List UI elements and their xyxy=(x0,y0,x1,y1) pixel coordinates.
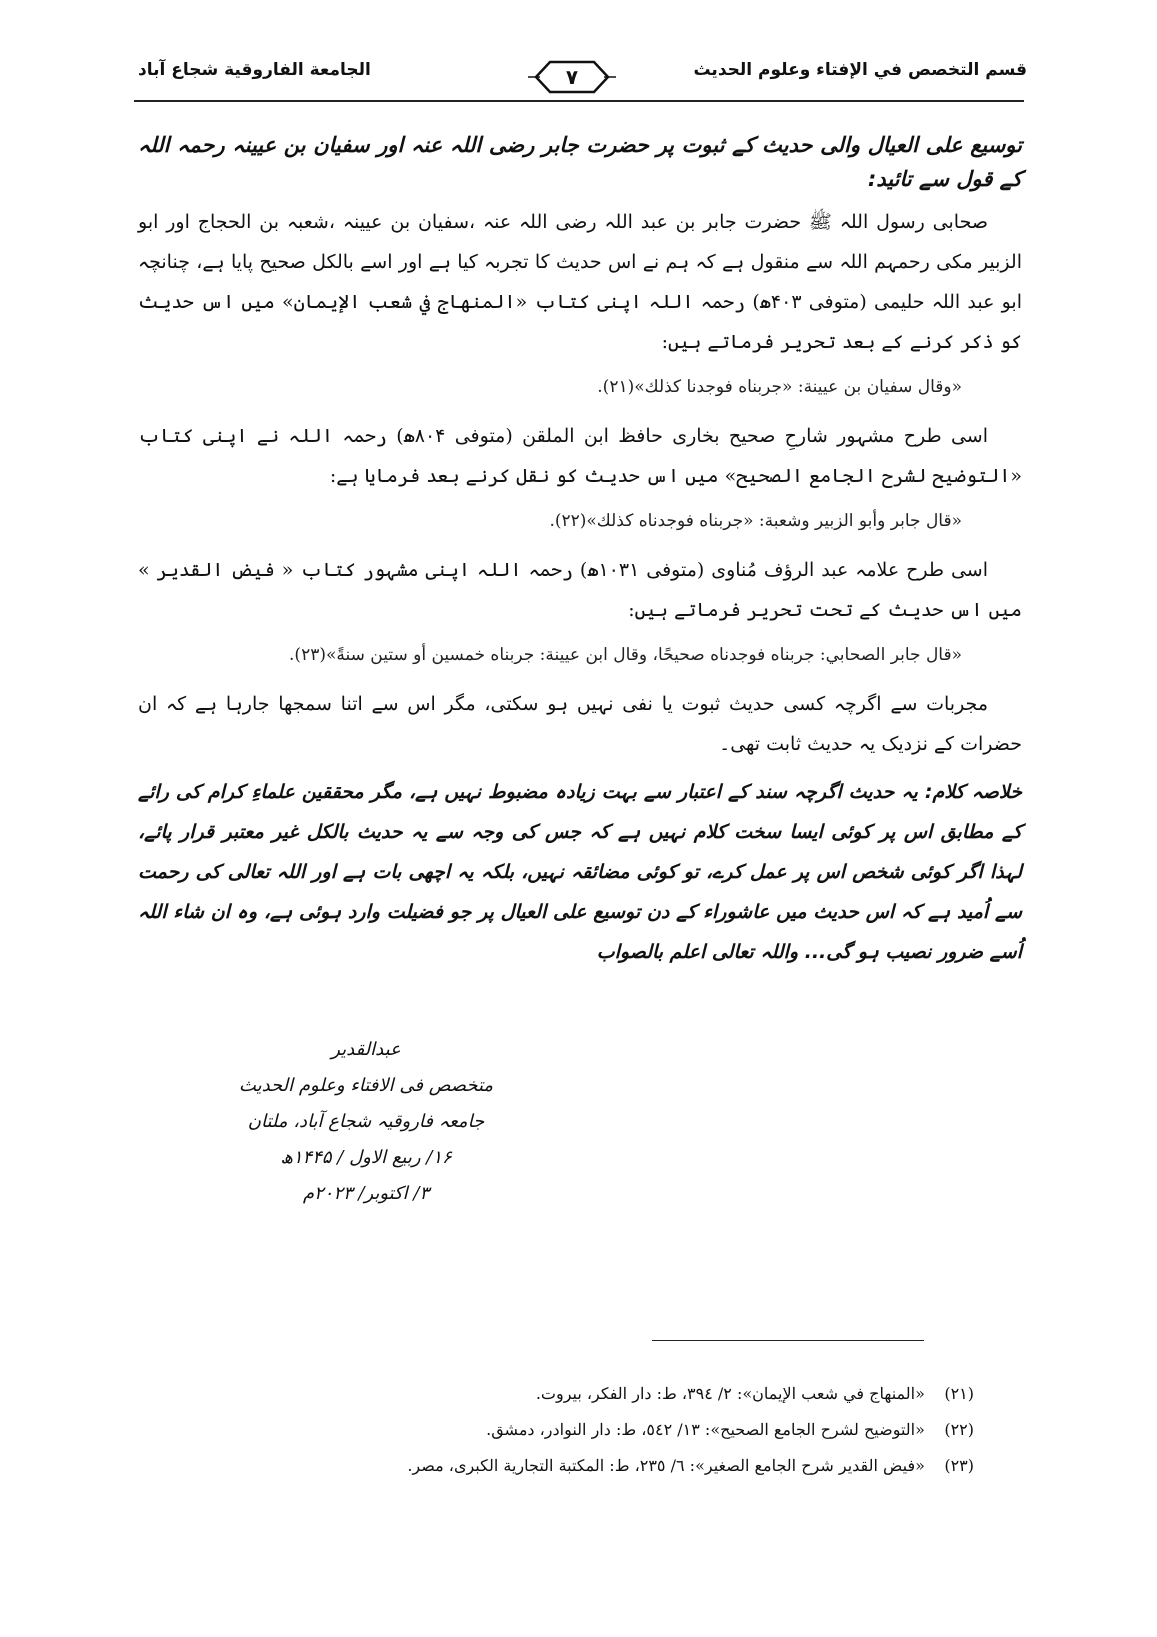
paragraph-4: مجربات سے اگرچہ کسی حدیث ثبوت یا نفی نہیں ہو سکتی، مگر اس سے اتنا سمجھا جارہا ہے کہ ان حضرات کے نزدیک یہ حدیث ثابت تھی۔ xyxy=(138,693,1022,755)
footnote-number: (٢٢) xyxy=(944,1420,974,1439)
page-number: ٧ xyxy=(565,65,579,89)
header-institution-title: الجامعة الفاروقية شجاع آباد xyxy=(138,60,371,80)
article-body xyxy=(138,128,1022,972)
header-divider xyxy=(134,100,1024,102)
footnote-item xyxy=(138,1376,974,1412)
footnotes xyxy=(138,1376,974,1484)
page-number-badge xyxy=(526,58,618,96)
footnote-item xyxy=(138,1448,974,1484)
summary-paragraph: خلاصہ کلام: یہ حدیث اگرچہ سند کے اعتبار سے بہت زیادہ مضبوط نہیں ہے، مگر محققین علماءِ کرام کی رائے کے مطابق اس پر کوئی ایسا سخت کلام نہیں ہے کہ جس کی وجہ سے یہ حدیث بالکل غیر معتبر قرار پائے، لہذا اگر کوئی شخص اس پر عمل کرے، تو کوئی مضائقہ نہیں، بلکہ یہ اچھی بات ہے اور اللہ تعالی کی رحمت سے اُمید ہے کہ اس حدیث میں عاشوراء کے دن توسیع علی العیال پر جو فضیلت وارد ہوئی ہے، وہ ان شاء اللہ اُسے ضرور نصیب ہو گی... واللہ تعالی اعلم بالصواب xyxy=(138,781,1022,963)
signature-hijri-date: ۱۶/ ربیع الاول / ۱۴۴۵ھ xyxy=(280,1147,452,1168)
footnote-item xyxy=(138,1412,974,1448)
signature-gregorian-date: ۳/ اکتوبر/ ۲۰۲۳م xyxy=(302,1183,430,1204)
paragraph-3: اسی طرح علامہ عبد الرؤف مُناوی (متوفی ۱۰۳۱ھ) رحمہ اللہ اپنی مشہور کتاب « فيض القدير » میں اس حدیث کے تحت تحریر فرماتے ہیں: xyxy=(138,559,1022,621)
header-department-title: قسم التخصص في الإفتاء وعلوم الحديث xyxy=(693,60,1027,80)
section-heading: توسیع علی العیال والی حدیث کے ثبوت پر حضرت جابر رضی اللہ عنہ اور سفیان بن عیینہ رحمہ اللہ کے قول سے تائید: xyxy=(138,133,1022,191)
paragraph-1: صحابی رسول اللہ ﷺ حضرت جابر بن عبد اللہ رضی اللہ عنہ ،سفیان بن عیینہ ،شعبہ بن الحجاج اور ابو الزبیر مکی رحمہم اللہ سے منقول ہے کہ ہم نے اس حدیث کا تجربہ کیا ہے اور اسے بالکل صحیح پایا ہے، چنانچہ ابو عبد اللہ حلیمی (متوفی ۴۰۳ھ) رحمہ اللہ اپنی کتاب «المنهاج في شعب الإيمان» میں اس حدیث کو ذکر کرنے کے بعد تحریر فرماتے ہیں: xyxy=(138,211,1023,353)
footnote-number: (٢٣) xyxy=(944,1456,974,1475)
footnote-text: «التوضيح لشرح الجامع الصحيح»: ١٣/ ٥٤٢، ط: دار النوادر، دمشق. xyxy=(486,1420,925,1439)
signature-institution: جامعہ فاروقیہ شجاع آباد، ملتان xyxy=(247,1111,485,1132)
footnote-divider xyxy=(652,1340,924,1341)
arabic-quote-2: «قال جابر وأبو الزبير وشعبة: «جربناه فوجدناه كذلك»(٢٢). xyxy=(549,511,962,531)
footnote-number: (٢١) xyxy=(944,1384,974,1403)
arabic-quote-1: «وقال سفيان بن عيينة: «جربناه فوجدنا كذلك»(٢١). xyxy=(597,377,962,397)
paragraph-2: اسی طرح مشہور شارحِ صحیح بخاری حافظ ابن الملقن (متوفی ۸۰۴ھ) رحمہ اللہ نے اپنی کتاب «التوضيح لشرح الجامع الصحيح» میں اس حدیث کو نقل کرنے بعد فرمایا ہے: xyxy=(138,425,1022,487)
footnote-text: «المنهاج في شعب الإيمان»: ٢/ ٣٩٤، ط: دار الفكر، بيروت. xyxy=(535,1384,925,1403)
arabic-quote-3: «قال جابر الصحابي: جربناه فوجدناه صحيحًا، وقال ابن عيينة: جربناه خمسين أو ستين سنةً»(٢٣). xyxy=(289,645,962,665)
signature-title: متخصص فی الافتاء وعلوم الحدیث xyxy=(238,1075,494,1096)
signature-block xyxy=(236,1032,496,1212)
footnote-text: «فيض القدير شرح الجامع الصغير»: ٦/ ٢٣٥، ط: المكتبة التجارية الكبرى، مصر. xyxy=(407,1456,925,1475)
signature-name: عبدالقدیر xyxy=(331,1039,401,1060)
